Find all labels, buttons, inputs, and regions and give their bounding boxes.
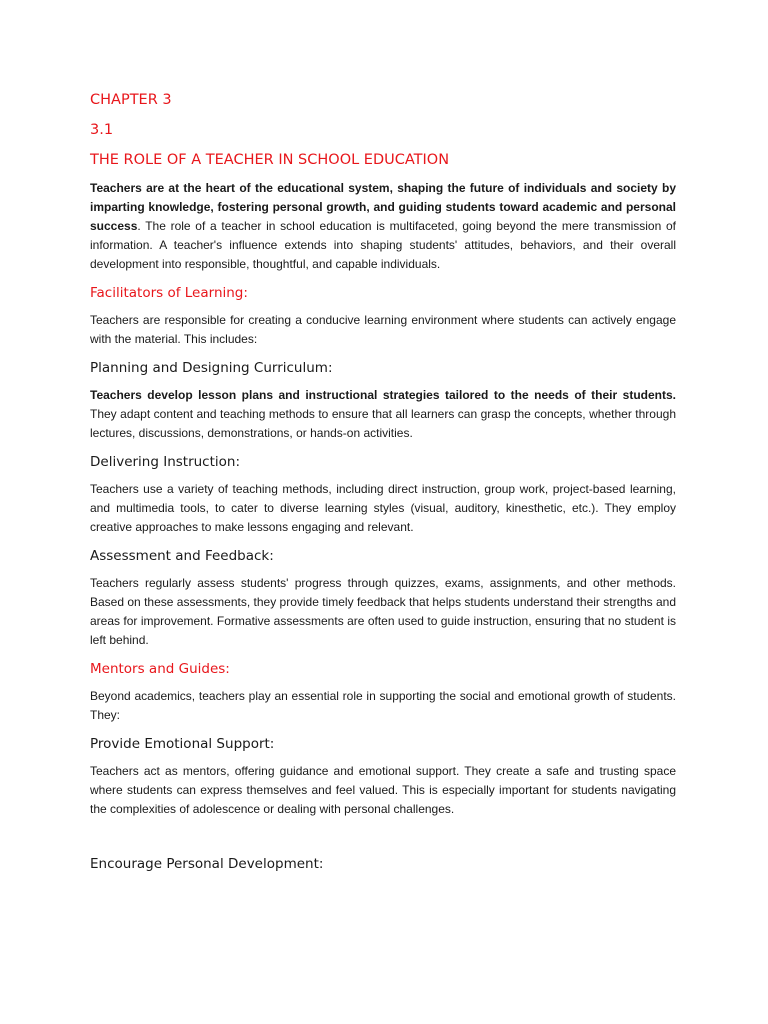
section-number: 3.1 <box>90 122 114 138</box>
delivering-heading: Delivering Instruction: <box>90 454 241 470</box>
chapter-heading: CHAPTER 3 <box>90 92 172 108</box>
planning-rest-text: They adapt content and teaching methods to ensure that all learners can grasp the concepts, whether through lectures, discussions, demonstrations, or hands-on activities. <box>90 407 676 440</box>
emotional-support-paragraph: Teachers act as mentors, offering guidance and emotional support. They create a safe and trusting space where students can express themselves and feel valued. This is especially important for students navigating the complexities of adolescence or dealing with personal challenges. <box>90 764 676 816</box>
section-title: THE ROLE OF A TEACHER IN SCHOOL EDUCATION <box>90 152 450 168</box>
intro-paragraph <box>90 179 676 274</box>
personal-development-heading: Encourage Personal Development: <box>90 856 324 872</box>
mentors-heading: Mentors and Guides: <box>90 661 230 677</box>
planning-heading: Planning and Designing Curriculum: <box>90 360 333 376</box>
assessment-heading: Assessment and Feedback: <box>90 548 274 564</box>
assessment-paragraph: Teachers regularly assess students' progress through quizzes, exams, assignments, and other methods. Based on these assessments, they provide timely feedback that helps students understand their strengths and areas for improvement. Formative assessments are often used to guide instruction, ensuring that no student is left behind. <box>90 576 676 647</box>
document-page <box>90 90 676 882</box>
mentors-intro: Beyond academics, teachers play an essential role in supporting the social and emotional growth of students. They: <box>90 689 676 722</box>
intro-rest-text: . The role of a teacher in school education is multifaceted, going beyond the mere transmission of information. A teacher's influence extends into shaping students' attitudes, behaviors, and their overall development into responsible, thoughtful, and capable individuals. <box>90 219 676 271</box>
delivering-paragraph: Teachers use a variety of teaching methods, including direct instruction, group work, project-based learning, and multimedia tools, to cater to diverse learning styles (visual, auditory, kinesthetic, etc.). They employ creative approaches to make lessons engaging and relevant. <box>90 482 676 534</box>
paragraph-spacer <box>90 828 676 854</box>
planning-bold-text: Teachers develop lesson plans and instructional strategies tailored to the needs of their students. <box>90 388 676 402</box>
planning-paragraph <box>90 386 676 443</box>
facilitators-heading: Facilitators of Learning: <box>90 285 248 301</box>
facilitators-intro: Teachers are responsible for creating a conducive learning environment where students can actively engage with the material. This includes: <box>90 313 676 346</box>
intro-bold-text: Teachers are at the heart of the educational system, shaping the future of individuals and society by imparting knowledge, fostering personal growth, and guiding students toward academic and personal success <box>90 181 676 233</box>
emotional-support-heading: Provide Emotional Support: <box>90 736 275 752</box>
